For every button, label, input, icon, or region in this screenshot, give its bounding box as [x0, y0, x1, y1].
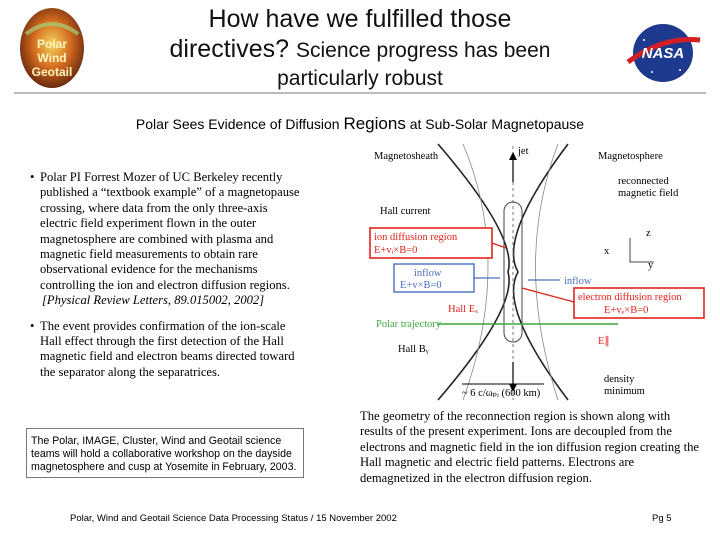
footer-text: Polar, Wind and Geotail Science Data Processing Status / 15 November 2002 [70, 513, 397, 524]
title-line-2: directives? Science progress has been [169, 35, 551, 63]
nasa-logo [622, 22, 704, 84]
bullet-item: • Polar PI Forrest Mozer of UC Berkeley recently published a “textbook example” of a magnetopause crossing, where data from the only three-axis electric field experiment flown in the outer magnetosphere are combined with plasma and magnetic field measurements to obtain rare observational evidence for the mechanisms controlling the ion and electron diffusion regions. [Physical Review Letters, 89.015002, 2002] [30, 170, 302, 309]
header-divider [14, 92, 706, 94]
label-hall-current: Hall current [380, 206, 431, 217]
label-density-1: density [604, 374, 635, 385]
svg-text:Wind: Wind [37, 51, 67, 65]
label-inflow-left: inflow [414, 268, 442, 279]
page-title [120, 4, 600, 94]
bullet-list [30, 170, 302, 390]
svg-text:Polar: Polar [36, 37, 68, 51]
label-hall-ex: Hall Eₓ [448, 304, 479, 315]
label-jet: jet [518, 146, 529, 157]
bullet-item: • The event provides confirmation of the ion-scale Hall effect through the first detection of the Hall magnetic field and electron beams directed toward the separator along the separatrices. [30, 318, 295, 379]
page-number: Pg 5 [652, 513, 672, 524]
label-polar-trajectory: Polar trajectory [376, 319, 442, 330]
label-magnetosheath: Magnetosheath [374, 151, 439, 162]
label-axis-y: y [648, 260, 654, 271]
label-e-parallel: E∥ [598, 336, 610, 347]
label-axis-z: z [646, 228, 651, 239]
label-reconnected: reconnected [618, 176, 669, 187]
svg-text:Geotail: Geotail [31, 65, 73, 79]
bullet-glyph: • [30, 170, 35, 184]
svg-text:NASA: NASA [641, 45, 685, 62]
label-density-2: minimum [604, 386, 645, 397]
label-ion-region: ion diffusion region [374, 232, 458, 243]
workshop-note: The Polar, IMAGE, Cluster, Wind and Geotail science teams will hold a collaborative workshop on the dayside magnetosphere and cusp at Yosemite in February, 2003. [26, 428, 304, 478]
bullet-glyph: • [30, 318, 35, 333]
label-magnetosphere: Magnetosphere [598, 151, 663, 162]
label-hall-by: Hall Bᵧ [398, 344, 429, 355]
diagram-caption: The geometry of the reconnection region is shown along with results of the present experiment. Ions are decoupled from the electrons and magnetic field in the ion diffusion region creating the Hall magnetic and electric field patterns. Electrons are demagnetized in the electron diffusion region. [360, 409, 699, 485]
label-electron-eq: E+vₑ×B=0 [604, 305, 649, 316]
label-scale: ~ 6 c/ωₚᵢ (600 km) [462, 388, 541, 399]
label-magnetic-field: magnetic field [618, 188, 679, 199]
label-ion-eq: E+vᵢ×B=0 [374, 245, 418, 256]
reconnection-diagram [368, 142, 706, 404]
label-axis-x: x [604, 246, 610, 257]
polar-wind-geotail-logo [18, 4, 86, 92]
title-line-3: particularly robust [277, 67, 443, 90]
label-inflow-right: inflow [564, 276, 592, 287]
citation: [Physical Review Letters, 89.015002, 2002] [42, 293, 265, 308]
slide-subtitle: Polar Sees Evidence of Diffusion Regions at Sub-Solar Magnetopause [135, 114, 585, 133]
title-line-1: How have we fulfilled those [208, 5, 512, 33]
label-inflow-left-eq: E+v×B=0 [400, 280, 442, 291]
label-electron-region: electron diffusion region [578, 292, 682, 303]
